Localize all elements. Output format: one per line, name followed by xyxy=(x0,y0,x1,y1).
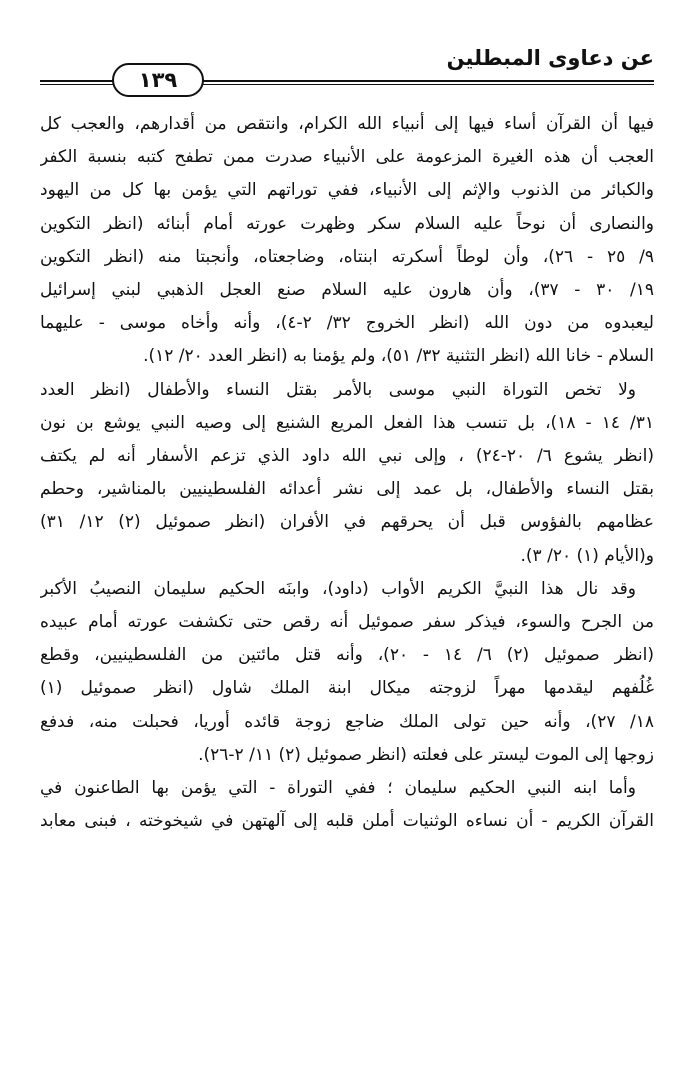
text-line: زوجها إلى الموت ليستر على فعلته (انظر صموئيل (٢) ١١/ ٢-٢٦). xyxy=(198,744,654,765)
text-line: ١٩/ ٣٠ - ٣٧)، وأن هارون عليه السلام صنع العجل الذهبي لبني إسرائيل xyxy=(40,280,654,301)
page-number: ١٣٩ xyxy=(138,68,178,92)
text-line: والنصارى أن نوحاً عليه السلام سكر وظهرت عورته أمام أبنائه (انظر التكوين xyxy=(40,213,654,234)
page-number-frame xyxy=(112,63,204,97)
text-line: العجب أن هذه الغيرة المزعومة على الأنبياء صدرت ممن تطفح كتبه بنسبة الكفر xyxy=(40,147,654,168)
text-line: بقتل النساء والأطفال، بل عمد إلى نشر أعدائه الفلسطينيين بالمناشير، وحطم xyxy=(40,479,654,500)
text-line: ولا تخص التوراة النبي موسى بالأمر بقتل النساء والأطفال (انظر العدد xyxy=(40,379,636,400)
text-line: وأما ابنه النبي الحكيم سليمان ؛ ففي التوراة - التي يؤمن بها الطاعنون في xyxy=(40,778,636,799)
page-header xyxy=(40,38,654,98)
text-line: ٩/ ٢٥ - ٢٦)، وأن لوطاً أسكرته ابنتاه، وضاجعتاه، وأنجبتا منه (انظر التكوين xyxy=(40,246,654,267)
running-title: عن دعاوى المبطلين xyxy=(446,46,654,70)
text-line: (انظر يشوع ٦/ ٢٠-٢٤) ، وإلى نبي الله داود الذي تزعم الأسفار أنه لم يكتف xyxy=(40,446,654,467)
text-line: القرآن الكريم - أن نساءه الوثنيات أملن قلبه إلى آلهتهن في شيخوخته ، فبنى معابد xyxy=(40,811,654,832)
text-line: وقد نال هذا النبيَّ الكريم الأواب (داود)، وابنَه الحكيم سليمان النصيبُ الأكبر xyxy=(40,578,636,599)
text-line: عظامهم بالفؤوس قبل أن يحرقهم في الأفران (انظر صموئيل (٢) ١٢/ ٣١) xyxy=(40,512,654,533)
text-line: و(الأيام (١) ٢٠/ ٣). xyxy=(520,545,654,566)
text-line: السلام - خانا الله (انظر التثنية ٣٢/ ٥١)، ولم يؤمنا به (انظر العدد ٢٠/ ١٢). xyxy=(143,346,654,367)
text-line: والكبائر من الذنوب والإثم إلى الأنبياء، ففي توراتهم التي يؤمن بها كل من اليهود xyxy=(40,180,654,201)
text-line: (انظر صموئيل (٢) ٦/ ١٤ - ٢٠)، وأنه قتل مائتين من الفلسطينيين، وقطع xyxy=(40,645,654,666)
text-line: فيها أن القرآن أساء فيها إلى أنبياء الله الكرام، وانتقص من أقدارهم، والعجب كل xyxy=(40,114,654,134)
text-line: من الجرح والسوء، فيذكر سفر صموئيل أنه رقص حتى تكشفت عورته أمام عبيده xyxy=(40,612,654,633)
text-line: غُلُفهم ليقدمها مهراً لزوجته ميكال ابنة الملك شاول (انظر صموئيل (١) xyxy=(40,678,654,699)
text-line: ليعبدوه من دون الله (انظر الخروج ٣٢/ ٢-٤)، وأنه وأخاه موسى - عليهما xyxy=(40,313,654,334)
text-line: ٣١/ ١٤ - ١٨)، بل تنسب هذا الفعل المريع الشنيع إلى وصيه النبي يوشع بن نون xyxy=(40,412,654,433)
text-line: ١٨/ ٢٧)، وأنه حين تولى الملك ضاجع زوجة قائده أوريا، فحبلت منه، فدفع xyxy=(40,711,654,732)
body-text xyxy=(40,108,654,838)
